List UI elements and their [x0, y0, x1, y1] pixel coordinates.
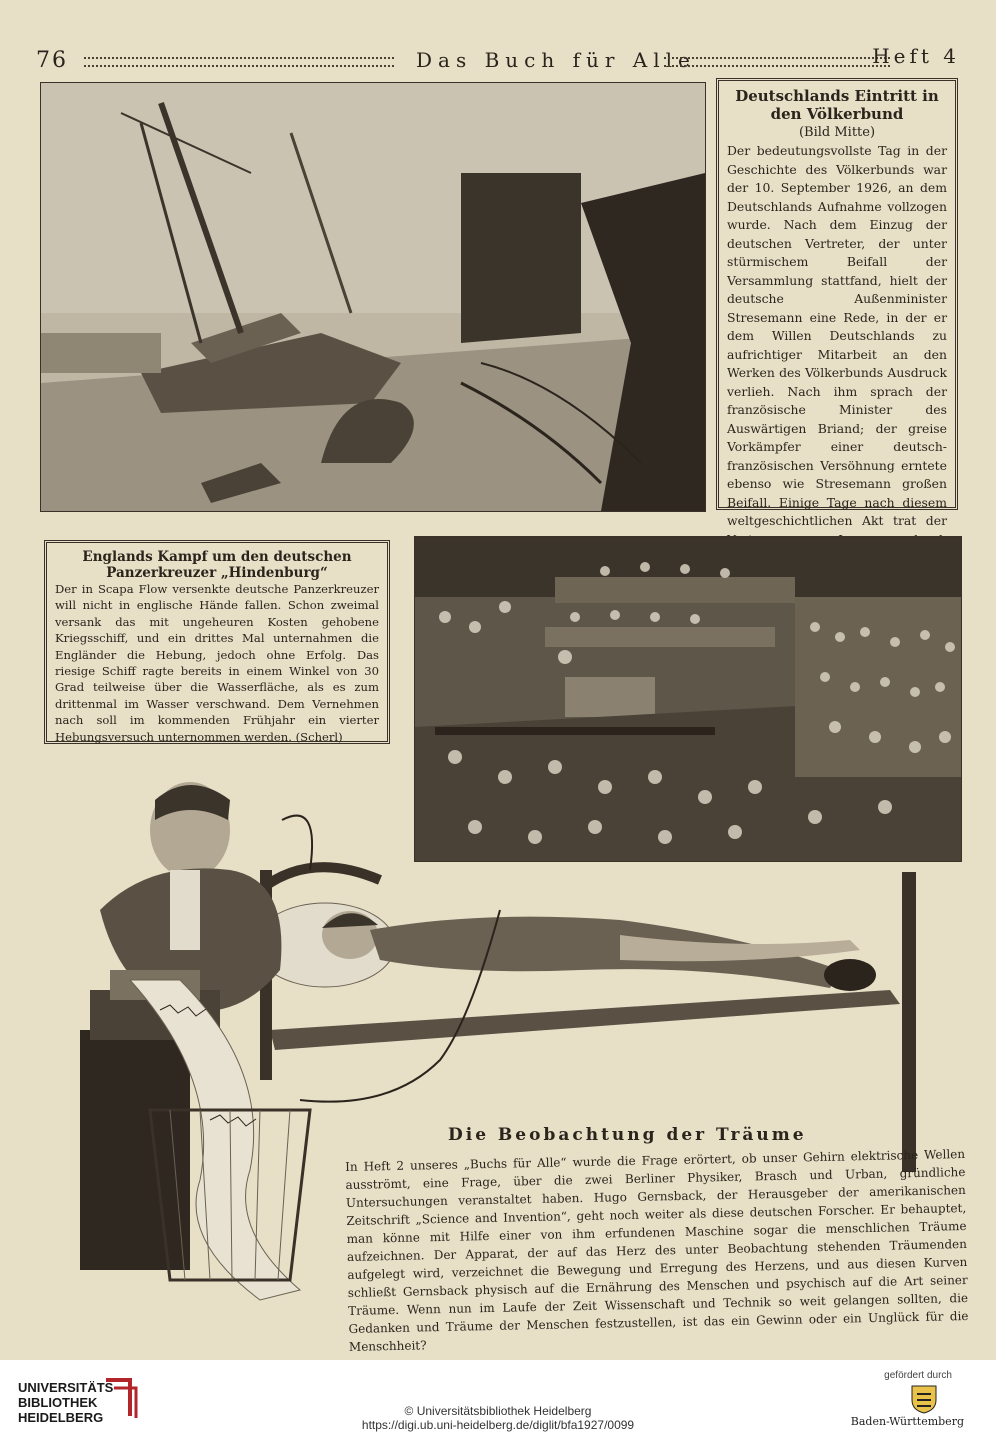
voelkerbund-subtitle: (Bild Mitte) [798, 125, 876, 140]
library-footer [0, 1360, 996, 1435]
hindenburg-title: Englands Kampf um den deutschen Panzerkreuzer „Hindenburg“ [82, 549, 352, 581]
ornament-rule [84, 57, 394, 67]
source-url[interactable]: https://digi.ub.uni-heidelberg.de/diglit/bfa1927/0099 [361, 1418, 635, 1432]
state-name: Baden-Württemberg [850, 1415, 964, 1428]
page-number: 76 [36, 48, 68, 73]
funded-by-label: gefördert durch [884, 1370, 952, 1381]
battleship-photo [40, 82, 706, 512]
library-logo-text: UNIVERSITÄTS- BIBLIOTHEK HEIDELBERG [18, 1380, 118, 1425]
running-head [36, 44, 960, 74]
copyright-line: © Universitätsbibliothek Heidelberg [404, 1404, 592, 1418]
hindenburg-text: Der in Scapa Flow versenkte deutsche Panzerkreuzer will nicht in englische Hände fallen. Schon zweimal versank das mit ungeheuren Kosten gehobene Kriegsschiff, und ein drittes Mal unternahmen die Engländer die Hebung, jedoch ohne Erfolg. Das riesige Schiff ragte bereits in einem Winkel von 30 Grad teilweise über die Wasserfläche, als es zum drittenmal im Wasser verschwand. Dem Vernehmen nach soll im kommenden Frühjahr ein vierter Hebungsversuch unternommen werden. (Scherl) [55, 582, 379, 744]
ornament-rule [664, 57, 890, 67]
voelkerbund-title: Deutschlands Eintritt in den Völkerbund [735, 87, 939, 123]
dreams-title: Die Beobachtung der Träume [448, 1125, 807, 1145]
voelkerbund-article [716, 78, 958, 528]
hindenburg-article [44, 540, 390, 744]
issue-label: Heft 4 [872, 44, 960, 68]
voelkerbund-text: Der bedeutungsvollste Tag in der Geschichte des Völkerbunds war der 10. September 1926, an dem Deutschlands Aufnahme vollzogen wurde. Nach dem Einzug der deutschen Vertreter, der unter stürmischem Beifall der Versammlung stattfand, hielt der deutsche Außenminister Stresemann eine Rede, in der er dem Willen Deutschlands zu aufrichtiger Mitarbeit an den Werken des Völkerbunds Ausdruck verlieh. Nach ihm sprach der französische Minister des Auswärtigen Briand; der greise Vorkämpfer einer deutsch-französischen Versöhnung erntete ebenso wie Stresemann großen Beifall. Einige Tage nach diesem weltgeschichtlichen Akt trat der [727, 143, 947, 528]
battleship-illustration [41, 83, 705, 511]
dreams-text: In Heft 2 unseres „Buchs für Alle“ wurde die Frage erörtert, ob unser Gehirn elektrische Wellen ausströmt, eine Frage, über die zwei Berliner Physiker, Brasch und Urban, gründliche Untersuchungen veranstaltet haben. Hugo Gernsback, der Herausgeber der amerikanischen Zeitschrift „Science and Invention“, geht noch weiter als diese deutschen Forscher. Er behauptet, man könne mit Hilfe einer von ihm erfundenen Maschine sogar die menschlichen Träume aufzeichnen. Der Apparat, der auf das Herz des unter Beobachtung stehenden Träumenden aufgelegt wird, verzeichnet die Bewegung und Erregung des Herzens, und aus diesen Kurven schließt Gernsback physisch auf die Ernährung des Menschen und psychisch auf die Art seiner Träume. Wenn nun im Laufe der Zeit Wissenschaft und Technik so weit gelangen sollten, die Gedanken und Träume der Menschen festzustellen, ist das ein Gewinn oder ein Unglück für die Menschheit? [345, 1147, 969, 1354]
state-coat-of-arms-icon [908, 1384, 940, 1414]
magazine-title: Das Buch für Alle [416, 48, 696, 72]
